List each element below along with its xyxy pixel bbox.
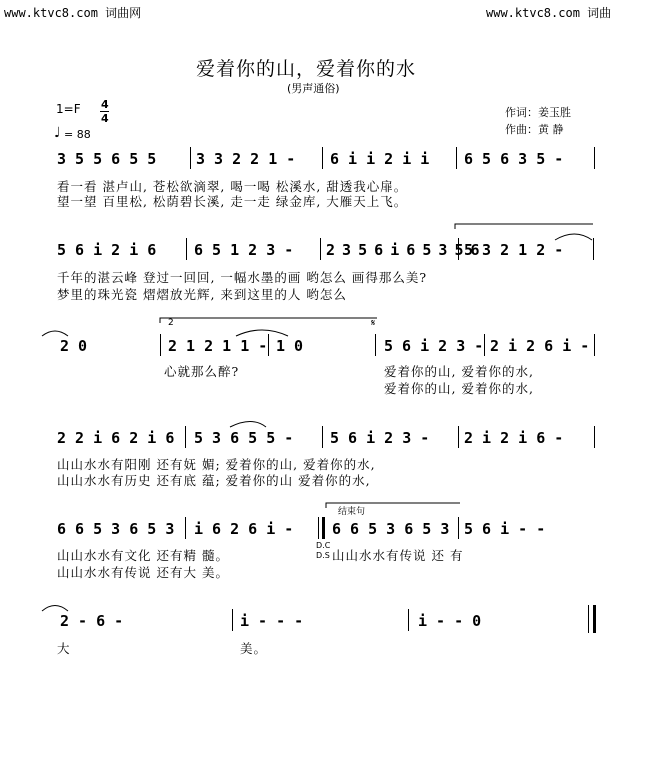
row1-lyrics-verse2: 望一望 百里松, 松荫碧长溪, 走一走 绿金库, 大雁天上飞。	[57, 194, 408, 209]
row4-measure4: 2 i 2 i 6 -	[464, 429, 564, 447]
row4-measure2: 5 3 6 5 5 -	[194, 429, 294, 447]
row4-lyrics-verse2: 山山水水有历史 还有底 蕴; 爱着你的山 爱着你的水,	[57, 473, 371, 488]
row2-measure1: 5 6 i 2 i 6	[57, 241, 157, 259]
row2-lyrics-verse1: 千年的湛云峰 登过一回回, 一幅水墨的画 哟怎么 画得那么美?	[57, 270, 428, 285]
row6-measure2: i - - -	[240, 612, 304, 630]
row1-measure4: 6 5 6 3 5 -	[464, 150, 564, 168]
row2-measure4: 5 3 2 1 2 -	[464, 241, 564, 259]
row1-measure1: 3 5 5 6 5 5	[57, 150, 157, 168]
composer-credit: 作曲：黄 静	[505, 123, 564, 136]
row5-measure2: i 6 2 6 i -	[194, 520, 294, 538]
watermark-right: www.ktvc8.com 词曲	[486, 6, 612, 20]
row4-measure3: 5 6 i 2 3 -	[330, 429, 430, 447]
row3-measure1: 2 0	[60, 337, 88, 355]
key-signature: 1=F	[56, 102, 81, 116]
row5-lyrics-verse2: 山山水水有传说 还有大 美。	[57, 565, 229, 580]
row2-lyrics-verse2: 梦里的珠光瓷 熠熠放光辉, 来到这里的人 哟怎么	[57, 287, 347, 302]
row2-measure3: 2 3 5 6 i 6 5 3 5 6	[326, 241, 479, 259]
row3-measure4: 5 6 i 2 3 -	[384, 337, 484, 355]
row5-lyrics-verse1: 山山水水有文化 还有精 髓。	[57, 548, 229, 563]
tempo-mark: = 88	[64, 128, 91, 141]
ds-mark: D.S	[316, 551, 330, 560]
row5-measure4: 5 6 i - -	[464, 520, 546, 538]
row6-measure3: i - - 0	[418, 612, 482, 630]
row1-lyrics-verse1: 看一看 湛卢山, 苍松欲滴翠, 喝一喝 松溪水, 甜透我心扉。	[57, 179, 408, 194]
row3-lyrics-chorus-line1: 爱着你的山, 爱着你的水,	[384, 364, 534, 379]
row6-measure1: 2 - 6 -	[60, 612, 124, 630]
time-signature-bottom: 4	[101, 112, 109, 125]
row3-measure5: 2 i 2 6 i -	[490, 337, 590, 355]
watermark-left: www.ktvc8.com 词曲网	[4, 6, 142, 20]
repeat-volta-mark: 2	[168, 318, 174, 328]
time-signature-top: 4	[101, 98, 109, 111]
lyricist-credit: 作词：姜玉胜	[505, 106, 571, 119]
row5-lyrics-coda: 山山水水有传说 还 有	[332, 548, 464, 563]
row1-measure3: 6 i i 2 i i	[330, 150, 430, 168]
dc-mark: D.C	[316, 541, 331, 550]
song-title: 爱着你的山，爱着你的水	[196, 58, 417, 80]
row3-measure3: 1 0	[276, 337, 304, 355]
row2-measure2: 6 5 1 2 3 -	[194, 241, 294, 259]
row5-measure1: 6 6 5 3 6 5 3	[57, 520, 175, 538]
coda-label: 结束句	[338, 507, 366, 517]
row6-lyrics-word1: 大	[57, 641, 71, 656]
row4-measure1: 2 2 i 6 2 i 6	[57, 429, 175, 447]
segno-icon: 𝄋	[371, 318, 376, 329]
row3-measure2: 2 1 2 1 1 -	[168, 337, 268, 355]
row1-measure2: 3 3 2 2 1 -	[196, 150, 296, 168]
song-subtitle: (男声通俗)	[287, 82, 340, 95]
quarter-note-icon: ♩	[54, 125, 61, 141]
row3-lyrics-chorus-line2: 爱着你的山, 爱着你的水,	[384, 381, 534, 396]
row6-lyrics-word2: 美。	[240, 641, 268, 656]
row3-lyrics-chorus-intro: 心就那么醉?	[164, 364, 240, 379]
row5-measure3: 6 6 5 3 6 5 3	[332, 520, 450, 538]
row4-lyrics-verse1: 山山水水有阳刚 还有妩 媚; 爱着你的山, 爱着你的水,	[57, 457, 376, 472]
